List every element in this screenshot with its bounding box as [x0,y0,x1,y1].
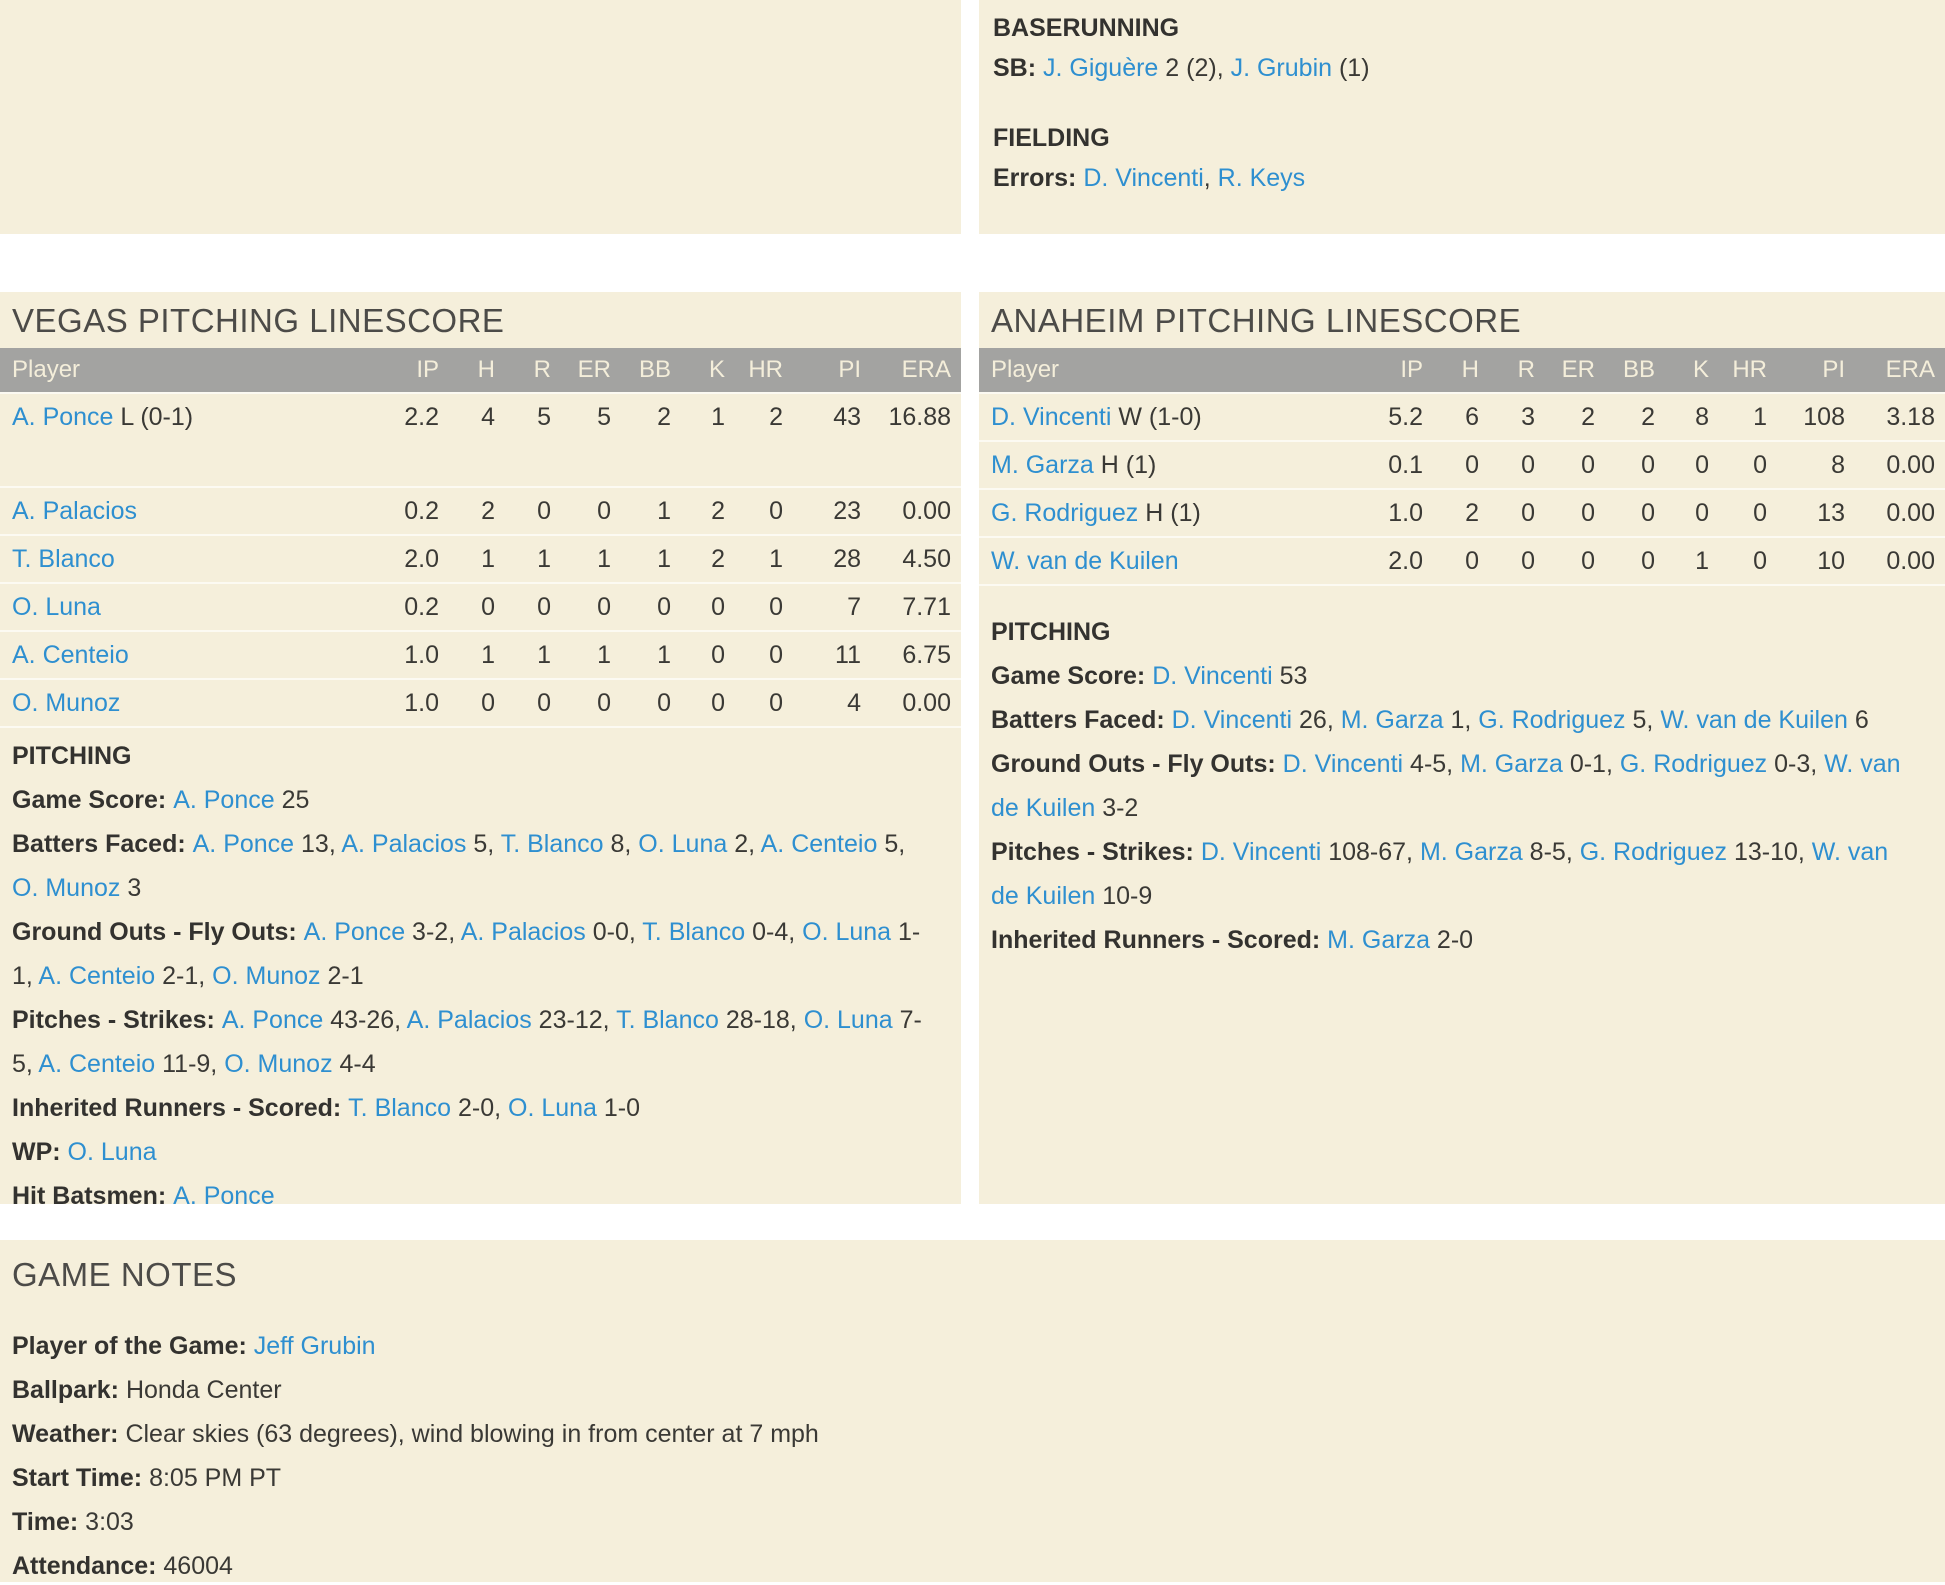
stat-cell: 1 [657,640,671,669]
stat-cell: 0 [1641,546,1655,575]
player-link[interactable]: G. Rodriguez [1619,750,1768,778]
player-link[interactable]: D. Vincenti [991,402,1112,431]
player-link[interactable]: A. Palacios [341,830,467,858]
vegas-pitching-notes [0,734,961,1218]
note-line [12,822,933,910]
table-row [0,630,961,678]
stat-cell: 2 [1581,402,1595,431]
stat-cell: 1 [481,544,495,573]
stat-cell: 28 [833,544,861,573]
column-header: IP [1400,356,1423,383]
stat-cell: 108 [1803,402,1845,431]
stat-text: 2-1, [155,962,213,990]
stat-cell: 1 [657,496,671,525]
stat-cell: 1 [597,640,611,669]
stat-text: 2-0, [451,1094,508,1122]
stat-cell: 2 [711,544,725,573]
stat-cell: 0 [711,688,725,717]
note-line [991,918,1917,962]
stat-text: 2, [727,830,761,858]
player-link[interactable]: A. Ponce [12,402,114,431]
stat-text: 25 [274,786,310,814]
stat-cell: 0 [657,592,671,621]
table-row [979,392,1945,440]
stat-cell: 4 [481,402,495,431]
game-notes-panel [0,1240,1945,1582]
stat-cell: 2 [769,402,783,431]
stolen-bases-line [993,46,1917,90]
player-cell [991,403,1361,432]
stat-text: 23-12, [531,1006,617,1034]
stat-label: Ground Outs - Fly Outs: [12,918,304,946]
stat-text: 46004 [163,1552,233,1580]
stat-text: 3-2 [1095,794,1139,822]
column-header: BB [638,356,671,383]
note-line [12,1130,933,1174]
player-decision: W (1-0) [1111,402,1202,431]
stat-label: Inherited Runners - Scored: [991,926,1328,954]
stat-cell: 3.18 [1886,402,1935,431]
stat-cell: 5 [537,402,551,431]
column-header: IP [416,356,439,383]
column-header: HR [748,356,783,383]
note-line [991,830,1917,918]
stat-label: Game Score: [991,662,1153,690]
stat-cell: 2.0 [404,544,439,573]
stat-text: 3 [120,874,142,902]
column-header: BB [1622,356,1655,383]
player-link[interactable]: O. Munoz [12,688,121,717]
player-link[interactable]: T. Blanco [12,544,115,573]
stat-cell: 0 [597,496,611,525]
column-header: Player [12,356,81,383]
stat-cell: 0 [1753,546,1767,575]
column-header: H [477,356,495,383]
stat-cell: 1 [597,544,611,573]
stat-cell: 10 [1817,546,1845,575]
stat-cell: 0.2 [404,496,439,525]
player-cell [12,497,377,526]
vegas-pitching-title: VEGAS PITCHING LINESCORE [12,302,505,339]
stat-cell: 11 [835,640,861,669]
stat-cell: 0 [537,496,551,525]
stat-cell: 0 [1581,498,1595,527]
stat-cell: 0 [481,592,495,621]
stat-cell: 0.00 [902,496,951,525]
player-link[interactable]: M. Garza [1460,750,1563,778]
stat-text: 5, [466,830,501,858]
player-link[interactable]: Jeff Grubin [253,1332,376,1360]
stat-cell: 0.1 [1388,450,1423,479]
stat-cell: 0.00 [1886,498,1935,527]
stat-cell: 0 [537,592,551,621]
note-line [12,1086,933,1130]
player-link[interactable]: O. Luna [67,1138,157,1166]
vegas-pitching-panel [0,292,961,1210]
spacer [993,90,1917,120]
player-link[interactable]: A. Centeio [38,962,156,990]
stat-label: Player of the Game: [12,1332,254,1360]
stat-cell: 0 [769,640,783,669]
stat-cell: 16.88 [888,402,951,431]
stat-cell: 0 [597,592,611,621]
stat-cell: 2 [481,496,495,525]
pitching-notes-lines [12,778,933,1218]
stat-text: 1-1, [12,918,921,990]
stat-label: Start Time: [12,1464,150,1492]
stat-text: 1, [1443,706,1479,734]
table-row [0,534,961,582]
table-row [0,486,961,534]
stat-text: 3:03 [85,1508,134,1536]
player-link[interactable]: D. Vincenti [1200,838,1322,866]
column-header: K [1692,356,1709,383]
stat-text: 0-1, [1562,750,1620,778]
column-header: K [708,356,725,383]
stat-text: 5, [877,830,906,858]
column-header: HR [1732,356,1767,383]
stat-cell: 0 [1695,450,1709,479]
stat-text: 53 [1272,662,1308,690]
note-line [991,698,1917,742]
player-link[interactable]: W. van de Kuilen [1660,706,1848,734]
player-link[interactable]: A. Ponce [303,918,406,946]
player-cell [12,545,377,574]
player-link[interactable]: J. Grubin [1230,54,1333,82]
stat-text: 2-0 [1429,926,1474,954]
player-link[interactable]: M. Garza [1419,838,1523,866]
player-link[interactable]: O. Luna [508,1094,597,1122]
player-link[interactable]: A. Centeio [38,1050,156,1078]
stat-text: 28-18, [718,1006,804,1034]
table-row [979,488,1945,536]
stat-cell: 0 [1641,450,1655,479]
stat-cell: 0 [1581,450,1595,479]
stat-cell: 1 [537,544,551,573]
stat-cell: 0 [711,640,725,669]
stat-text: 4-5, [1403,750,1461,778]
player-link[interactable]: T. Blanco [616,1006,719,1034]
stat-text: (1) [1332,54,1370,82]
player-decision: L (0-1) [113,402,194,431]
stat-cell: 8 [1695,402,1709,431]
player-link[interactable]: A. Palacios [460,918,586,946]
player-cell [12,593,377,622]
player-cell [12,641,377,670]
stat-cell: 5 [597,402,611,431]
game-notes-lines [0,1324,1945,1585]
anaheim-pitching-title: ANAHEIM PITCHING LINESCORE [991,302,1522,339]
stat-cell: 0 [1521,546,1535,575]
stat-cell: 4.50 [902,544,951,573]
stat-cell: 0.00 [1886,450,1935,479]
stat-cell: 0 [1753,450,1767,479]
column-header: ER [1561,356,1595,383]
player-link[interactable]: O. Luna [638,830,728,858]
stat-text: 7-5, [12,1006,922,1078]
stat-label: Weather: [12,1420,126,1448]
stat-text: 108-67, [1321,838,1420,866]
note-line [991,742,1917,830]
stat-cell: 1 [1753,402,1767,431]
stat-text: Honda Center [125,1376,282,1404]
player-link[interactable]: D. Vincenti [1171,706,1293,734]
player-link[interactable]: A. Centeio [760,830,878,858]
note-line [12,1456,1917,1500]
stat-text: 0-3, [1767,750,1825,778]
stat-cell: 1 [657,544,671,573]
table-row [979,536,1945,584]
stat-cell: 1.0 [404,640,439,669]
player-link[interactable]: W. van de Kuilen [991,838,1889,910]
vegas-pitching-table [0,348,961,728]
stat-cell: 2.2 [404,402,439,431]
player-link[interactable]: M. Garza [991,450,1094,479]
player-link[interactable]: M. Garza [1327,926,1430,954]
column-header: PI [838,356,861,383]
note-line [12,1544,1917,1585]
stat-label: Pitches - Strikes: [12,1006,222,1034]
player-link[interactable]: M. Garza [1340,706,1444,734]
stat-cell: 13 [1817,498,1845,527]
fielding-heading: FIELDING [993,124,1110,152]
stat-cell: 1 [769,544,783,573]
player-link[interactable]: O. Luna [12,592,101,621]
stat-cell: 0 [769,592,783,621]
table-row [0,678,961,726]
stat-text: Clear skies (63 degrees), wind blowing in from center at 7 mph [125,1420,819,1448]
stat-text: 10-9 [1095,882,1153,910]
errors-line [993,156,1917,200]
stat-cell: 0 [597,688,611,717]
player-link[interactable]: G. Rodriguez [991,498,1139,527]
stat-text: 8-5, [1522,838,1580,866]
stat-cell: 0 [481,688,495,717]
note-line [12,1368,1917,1412]
stat-cell: 0.00 [1886,546,1935,575]
stat-text: 43-26, [323,1006,407,1034]
stat-label: Errors: [993,164,1084,192]
table-header-row [979,348,1945,392]
stat-text: 0-4, [745,918,803,946]
player-link[interactable]: J. Giguère [1043,54,1159,82]
player-link[interactable]: A. Ponce [173,786,275,814]
column-header: H [1461,356,1479,383]
top-left-panel [0,0,961,234]
player-link[interactable]: O. Munoz [12,874,121,902]
stat-text: 8, [603,830,639,858]
stat-text: 13, [294,830,342,858]
stat-cell: 2 [657,402,671,431]
player-link[interactable]: G. Rodriguez [1478,706,1626,734]
anaheim-pitching-notes [979,610,1945,962]
note-line [12,778,933,822]
player-link[interactable]: D. Vincenti [1083,164,1204,192]
stat-text: 4-4 [332,1050,376,1078]
player-cell [12,403,377,432]
table-row [0,392,961,440]
note-line [12,1500,1917,1544]
note-line [12,1174,933,1218]
stat-label: WP: [12,1138,68,1166]
stat-cell: 43 [833,402,861,431]
anaheim-pitching-table [979,348,1945,586]
stat-text: 13-10, [1727,838,1812,866]
baserunning-heading: BASERUNNING [993,14,1180,42]
stat-cell: 0.00 [902,688,951,717]
stat-label: Pitches - Strikes: [991,838,1201,866]
stat-cell: 0 [657,688,671,717]
player-cell [12,689,377,718]
stat-cell: 0 [1581,546,1595,575]
stat-label: Inherited Runners - Scored: [12,1094,349,1122]
table-row-empty [0,440,961,486]
player-decision: H (1) [1138,498,1201,527]
pitching-notes-heading: PITCHING [12,742,132,770]
game-notes-title: GAME NOTES [12,1256,238,1293]
stat-label: Hit Batsmen: [12,1182,174,1210]
player-link[interactable]: O. Munoz [212,962,321,990]
stat-cell: 0 [711,592,725,621]
stat-cell: 0 [769,496,783,525]
stat-cell: 6 [1465,402,1479,431]
stat-text: 0-0, [585,918,643,946]
player-link[interactable]: A. Centeio [12,640,129,669]
player-link[interactable]: W. van de Kuilen [991,546,1179,575]
stat-cell: 6.75 [902,640,951,669]
player-link[interactable]: A. Ponce [173,1182,275,1210]
column-header: ER [577,356,611,383]
stat-text: 3-2, [405,918,461,946]
table-row [0,582,961,630]
player-link[interactable]: O. Munoz [224,1050,333,1078]
anaheim-pitching-panel [979,292,1945,1204]
column-header: R [1517,356,1535,383]
note-line [12,1412,1917,1456]
stat-label: Attendance: [12,1552,164,1580]
player-cell [991,547,1361,576]
stat-label: Time: [12,1508,86,1536]
stat-text: 6 [1847,706,1869,734]
stat-text: , [1203,164,1218,192]
stat-cell: 23 [833,496,861,525]
stat-text: 2 (2), [1158,54,1231,82]
stat-text: 5, [1625,706,1661,734]
table-row [979,440,1945,488]
stat-cell: 1 [537,640,551,669]
stat-cell: 1 [711,402,725,431]
player-link[interactable]: D. Vincenti [1282,750,1404,778]
player-decision: H (1) [1093,450,1157,479]
stat-text: 11-9, [155,1050,225,1078]
stat-text: 26, [1292,706,1341,734]
player-link[interactable]: D. Vincenti [1152,662,1273,690]
stat-cell: 0 [537,688,551,717]
note-line [12,1324,1917,1368]
stat-cell: 0 [1465,546,1479,575]
stat-cell: 0 [769,688,783,717]
stat-label: Ballpark: [12,1376,126,1404]
column-header: ERA [1885,356,1935,383]
column-header: PI [1822,356,1845,383]
stat-cell: 5.2 [1388,402,1423,431]
stat-label: Batters Faced: [12,830,193,858]
player-link[interactable]: A. Ponce [192,830,295,858]
stat-cell: 2 [1465,498,1479,527]
stat-cell: 2.0 [1388,546,1423,575]
table-header-row [0,348,961,392]
stat-text: 8:05 PM PT [149,1464,282,1492]
player-link[interactable]: T. Blanco [500,830,604,858]
player-link[interactable]: A. Palacios [12,496,138,525]
stat-cell: 7.71 [902,592,951,621]
stat-cell: 1.0 [1388,498,1423,527]
pitching-notes-heading: PITCHING [991,618,1111,646]
note-line [12,910,933,998]
stat-cell: 2 [1641,402,1655,431]
column-header: ERA [901,356,951,383]
stat-cell: 0.2 [404,592,439,621]
stat-cell: 8 [1831,450,1845,479]
player-link[interactable]: R. Keys [1217,164,1306,192]
stat-cell: 1 [1695,546,1709,575]
stat-label: Game Score: [12,786,174,814]
pitching-notes-lines [991,654,1917,962]
column-header: Player [991,356,1060,383]
baserunning-fielding-panel [979,0,1945,234]
baserunning-block [979,0,1945,200]
stat-cell: 7 [847,592,861,621]
player-link[interactable]: O. Luna [803,1006,893,1034]
stat-cell: 1.0 [404,688,439,717]
stat-cell: 0 [1695,498,1709,527]
stat-cell: 4 [847,688,861,717]
player-link[interactable]: T. Blanco [348,1094,452,1122]
stat-cell: 0 [1641,498,1655,527]
player-link[interactable]: T. Blanco [642,918,746,946]
stat-text: 2-1 [320,962,364,990]
player-cell [991,499,1361,528]
stat-label: Batters Faced: [991,706,1172,734]
player-link[interactable]: W. van de Kuilen [991,750,1901,822]
stat-label: SB: [993,54,1043,82]
stat-label: Ground Outs - Fly Outs: [991,750,1283,778]
stat-cell: 0 [1521,450,1535,479]
stat-cell: 3 [1521,402,1535,431]
player-link[interactable]: G. Rodriguez [1579,838,1728,866]
stat-text: 1-0 [596,1094,641,1122]
stat-cell: 0 [1521,498,1535,527]
player-link[interactable]: A. Palacios [406,1006,532,1034]
column-header: R [533,356,551,383]
stat-cell: 2 [711,496,725,525]
player-cell [991,451,1361,480]
player-link[interactable]: A. Ponce [221,1006,324,1034]
stat-cell: 0 [1753,498,1767,527]
stat-cell: 0 [1465,450,1479,479]
player-link[interactable]: O. Luna [802,918,892,946]
note-line [12,998,933,1086]
stat-cell: 1 [481,640,495,669]
note-line [991,654,1917,698]
